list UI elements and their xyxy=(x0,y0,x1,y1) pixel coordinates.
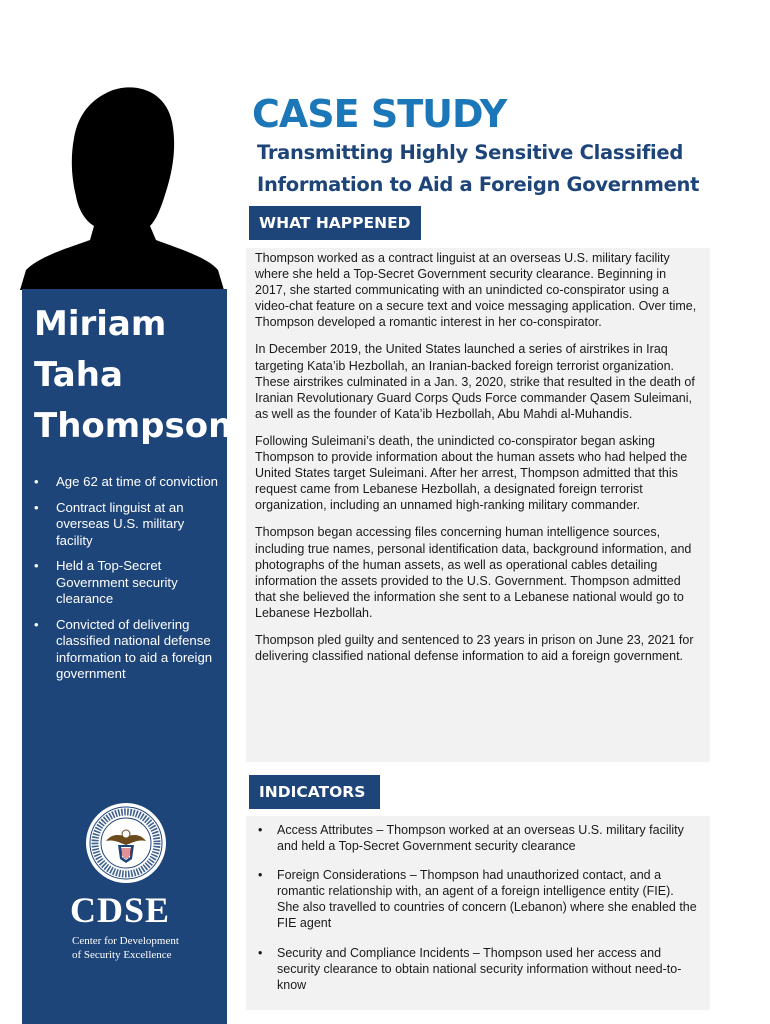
fact-item: • Contract linguist at an overseas U.S. military facility xyxy=(34,500,222,550)
subtitle-line: Transmitting Highly Sensitive Classified xyxy=(257,141,683,164)
story-paragraph: Thompson worked as a contract linguist at an overseas U.S. military facility where she held a Top-Secret Government security clearance. Beginning in 2017, she started communicating with an unindicted co-conspirator using a video-chat feature on a secure text and voice messaging application. Over time, Thompson developed a romantic interest in her co-conspirator. xyxy=(255,251,697,330)
name-line: Miriam xyxy=(34,304,167,344)
agency-seal-icon xyxy=(84,801,168,885)
section-heading-what-happened: WHAT HAPPENED xyxy=(249,206,421,240)
tagline-line: of Security Excellence xyxy=(72,949,172,961)
story-paragraph: In December 2019, the United States launched a series of airstrikes in Iraq targeting Kata’ib Hezbollah, an Iranian-backed foreign terrorist organization. These airstrikes culminated in a Jan. 3, 2020, strike that resulted in the death of Iranian Revolutionary Guard Corps Quds Force commander Qasem Suleimani, as well as the founder of Kata’ib Hezbollah, Abu Mahdi al-Muhandis. xyxy=(255,342,695,421)
story-paragraph: Thompson began accessing files concerning human intelligence sources, including true names, personal identification data, background information, and photographs of the human assets, as well as operational cables detailing information the assets provided to the U.S. Government. Thompson admitted that she believed the information she sent to a Lebanese national would go to Lebanese Hezbollah. xyxy=(255,525,692,620)
indicators-panel xyxy=(246,816,710,1010)
profile-sidebar xyxy=(22,289,233,1024)
tagline-line: Center for Development xyxy=(72,935,179,947)
cdse-tagline xyxy=(72,934,179,962)
subtitle-line: Information to Aid a Foreign Government xyxy=(257,173,700,196)
section-heading-indicators: INDICATORS xyxy=(249,775,380,809)
page-title: CASE STUDY xyxy=(252,92,507,136)
story-paragraph: Following Suleimani’s death, the unindicted co-conspirator began asking Thompson to provide information about the human assets who had helped the United States target Suleimani. After her arrest, Thompson admitted that this request came from Lebanese Hezbollah, a designated foreign terrorist organization, including an unnamed high-ranking military commander. xyxy=(255,433,688,513)
subject-name xyxy=(34,299,233,452)
page-subtitle xyxy=(257,137,757,201)
indicator-list xyxy=(256,822,698,993)
story-paragraph: Thompson pled guilty and sentenced to 23 years in prison on June 23, 2021 for delivering classified national defense information to aid a foreign government. xyxy=(255,632,694,664)
indicator-item: • Security and Compliance Incidents – Thompson used her access and security clearance to obtain national security information without need-to-know xyxy=(256,945,698,993)
indicator-item: • Access Attributes – Thompson worked at an overseas U.S. military facility and held a Top-Secret Government security clearance xyxy=(256,822,698,854)
name-line: Taha xyxy=(34,355,123,395)
fact-item: • Convicted of delivering classified national defense information to aid a foreign government xyxy=(34,617,222,683)
fact-item: • Held a Top-Secret Government security clearance xyxy=(34,558,222,608)
what-happened-panel xyxy=(246,248,710,762)
person-silhouette-icon xyxy=(18,80,230,290)
indicator-item: • Foreign Considerations – Thompson had unauthorized contact, and a romantic relationship with, an agent of a foreign intelligence entity (FIE). She also travelled to countries of concern (Lebanon) where she enabled the FIE agent xyxy=(256,867,698,931)
name-line: Thompson xyxy=(34,406,233,446)
cdse-logo: CDSE xyxy=(70,890,171,930)
fact-item: • Age 62 at time of conviction xyxy=(34,474,222,491)
subject-facts xyxy=(34,474,222,692)
